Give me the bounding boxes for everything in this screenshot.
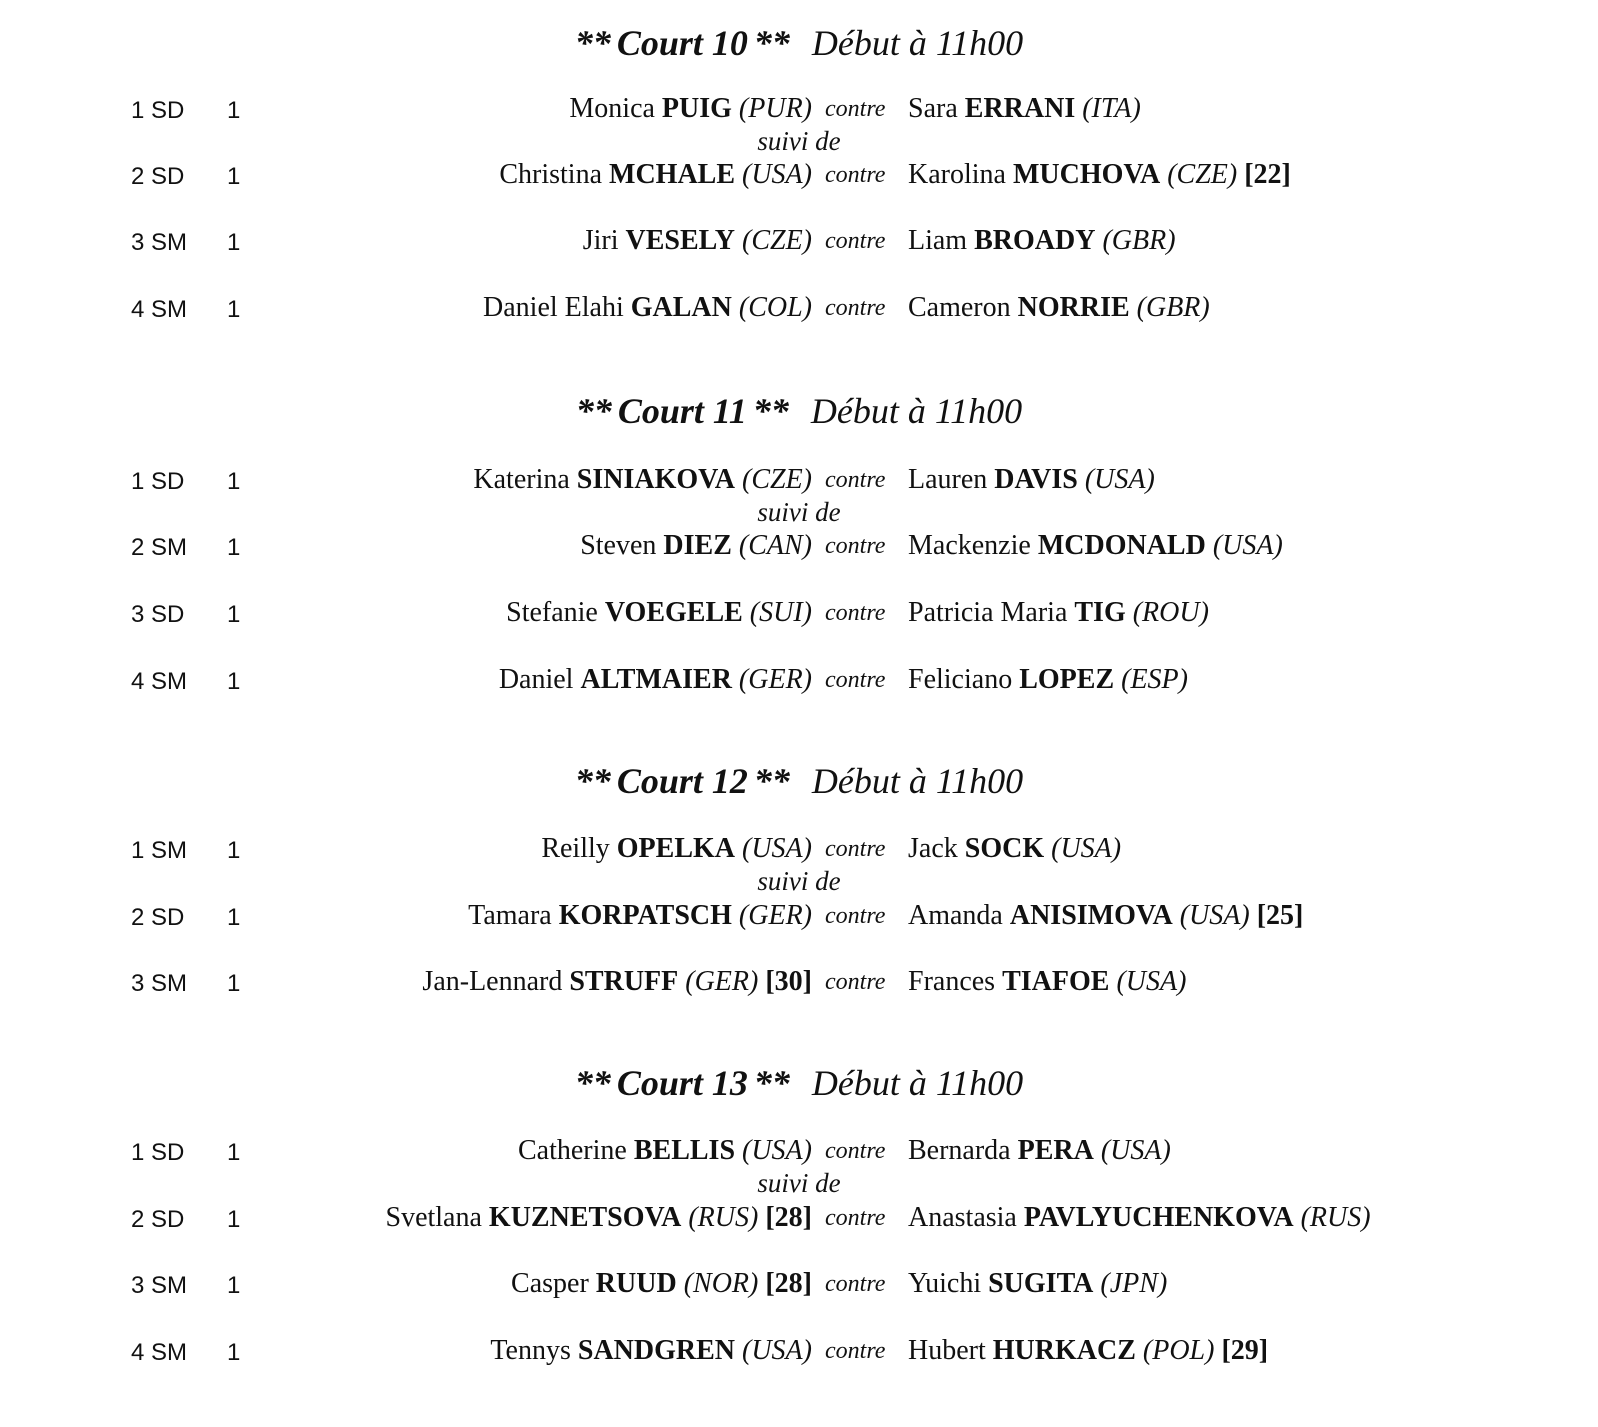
- player-country: (GBR): [1102, 225, 1176, 256]
- player-1: [580, 530, 812, 562]
- contre-label: contre: [825, 467, 886, 493]
- player-2: [908, 1268, 1167, 1300]
- court-13-match-3: [0, 1268, 1598, 1302]
- player-country: (USA): [1179, 900, 1250, 931]
- player-country: (USA): [1212, 530, 1283, 561]
- player-country: (GER): [738, 664, 812, 695]
- player-1: [490, 1335, 812, 1367]
- court-12-stars-left: **: [574, 761, 611, 801]
- player-2: [908, 1335, 1268, 1367]
- contre-label: contre: [825, 1271, 886, 1297]
- player-first-name: Daniel: [498, 664, 574, 695]
- player-country: (GER): [685, 966, 759, 997]
- player-first-name: Christina: [499, 159, 603, 190]
- player-last-name: VOEGELE: [604, 597, 743, 628]
- player-seed: [28]: [765, 1268, 812, 1299]
- contre-label: contre: [825, 600, 886, 626]
- player-country: (ROU): [1132, 597, 1209, 628]
- player-last-name: PAVLYUCHENKOVA: [1023, 1202, 1294, 1233]
- player-1: [483, 292, 812, 324]
- match-number: 1 SD: [131, 1139, 185, 1166]
- player-last-name: TIG: [1074, 597, 1126, 628]
- match-round: 1: [227, 1206, 241, 1233]
- player-last-name: STRUFF: [569, 966, 679, 997]
- match-round: 1: [227, 163, 241, 190]
- court-11-suivi-de: suivi de: [757, 497, 841, 527]
- match-number: 4 SM: [131, 1339, 188, 1366]
- match-number: 2 SD: [131, 163, 185, 190]
- player-seed: [28]: [765, 1202, 812, 1233]
- player-seed: [22]: [1244, 159, 1291, 190]
- player-first-name: Karolina: [908, 159, 1006, 190]
- match-round: 1: [227, 837, 241, 864]
- player-country: (USA): [1084, 464, 1155, 495]
- player-last-name: MCHALE: [609, 159, 736, 190]
- player-last-name: PUIG: [661, 93, 732, 124]
- player-first-name: Bernarda: [908, 1135, 1011, 1166]
- match-number: 2 SM: [131, 534, 188, 561]
- player-country: (CZE): [1167, 159, 1238, 190]
- court-13-title: [0, 1062, 1598, 1104]
- match-round: 1: [227, 668, 241, 695]
- player-1: [511, 1268, 812, 1300]
- court-13-name: Court 13: [616, 1063, 748, 1103]
- player-1: [499, 664, 812, 696]
- match-number: 3 SD: [131, 601, 185, 628]
- player-first-name: Catherine: [518, 1135, 627, 1166]
- match-number: 3 SM: [131, 229, 188, 256]
- court-10-suivi-de: suivi de: [757, 126, 841, 156]
- player-country: (GBR): [1136, 292, 1210, 323]
- player-last-name: SANDGREN: [577, 1335, 736, 1366]
- player-1: [468, 900, 812, 932]
- court-12-title: [0, 760, 1598, 802]
- court-11-stars-right: **: [752, 391, 789, 431]
- player-1: [386, 1202, 813, 1234]
- player-first-name: Svetlana: [385, 1202, 482, 1233]
- match-round: 1: [227, 904, 241, 931]
- player-last-name: OPELKA: [616, 833, 736, 864]
- player-country: (PUR): [738, 93, 812, 124]
- match-round: 1: [227, 97, 241, 124]
- match-round: 1: [227, 534, 241, 561]
- match-number: 1 SD: [131, 97, 185, 124]
- player-2: [908, 966, 1186, 998]
- court-12-name: Court 12: [616, 761, 748, 801]
- player-first-name: Hubert: [908, 1335, 986, 1366]
- player-last-name: SOCK: [964, 833, 1045, 864]
- contre-label: contre: [825, 903, 886, 929]
- player-last-name: KUZNETSOVA: [488, 1202, 682, 1233]
- player-last-name: PERA: [1017, 1135, 1094, 1166]
- player-country: (USA): [1051, 833, 1122, 864]
- match-number: 2 SD: [131, 904, 185, 931]
- player-last-name: RUUD: [595, 1268, 677, 1299]
- player-last-name: ALTMAIER: [580, 664, 732, 695]
- contre-label: contre: [825, 533, 886, 559]
- player-country: (ESP): [1121, 664, 1188, 695]
- court-11-title: [0, 390, 1598, 432]
- court-12-suivi-de: suivi de: [757, 866, 841, 896]
- player-last-name: ANISIMOVA: [1009, 900, 1173, 931]
- match-round: 1: [227, 1139, 241, 1166]
- court-11-name: Court 11: [617, 391, 747, 431]
- player-country: (USA): [742, 833, 812, 864]
- player-first-name: Jan-Lennard: [422, 966, 563, 997]
- match-number: 1 SM: [131, 837, 188, 864]
- player-first-name: Tamara: [468, 900, 552, 931]
- player-last-name: DAVIS: [994, 464, 1078, 495]
- player-first-name: Daniel Elahi: [483, 292, 624, 323]
- player-last-name: VESELY: [625, 225, 735, 256]
- match-number: 3 SM: [131, 970, 188, 997]
- court-10-stars-right: **: [753, 23, 790, 63]
- court-13-stars-left: **: [574, 1063, 611, 1103]
- player-last-name: KORPATSCH: [558, 900, 732, 931]
- player-seed: [29]: [1221, 1335, 1269, 1366]
- player-2: [908, 597, 1209, 629]
- player-2: [908, 93, 1141, 125]
- court-13-stars-right: **: [753, 1063, 790, 1103]
- player-seed: [30]: [765, 966, 812, 997]
- player-first-name: Yuichi: [908, 1268, 982, 1299]
- player-country: (USA): [1116, 966, 1187, 997]
- court-11-match-3: [0, 597, 1598, 631]
- player-2: [908, 292, 1210, 324]
- contre-label: contre: [825, 667, 886, 693]
- court-12-match-2: [0, 900, 1598, 934]
- court-10-match-2: [0, 159, 1598, 193]
- match-round: 1: [227, 1272, 241, 1299]
- player-last-name: BROADY: [974, 225, 1096, 256]
- player-2: [908, 833, 1121, 865]
- match-round: 1: [227, 468, 241, 495]
- contre-label: contre: [825, 836, 886, 862]
- player-first-name: Feliciano: [908, 664, 1013, 695]
- court-10-title: [0, 22, 1598, 64]
- player-first-name: Casper: [511, 1268, 589, 1299]
- player-2: [908, 225, 1176, 257]
- player-1: [518, 1135, 812, 1167]
- player-2: [908, 464, 1155, 496]
- player-1: [583, 225, 812, 257]
- player-last-name: TIAFOE: [1002, 966, 1110, 997]
- contre-label: contre: [825, 295, 886, 321]
- player-1: [541, 833, 812, 865]
- player-last-name: LOPEZ: [1019, 664, 1115, 695]
- player-first-name: Jack: [908, 833, 958, 864]
- player-country: (SUI): [749, 597, 812, 628]
- match-number: 1 SD: [131, 468, 185, 495]
- player-first-name: Amanda: [908, 900, 1003, 931]
- court-10-match-4: [0, 292, 1598, 326]
- court-13-match-2: [0, 1202, 1598, 1236]
- player-country: (COL): [738, 292, 812, 323]
- court-11-stars-left: **: [575, 391, 612, 431]
- court-12-match-3: [0, 966, 1598, 1000]
- match-number: 2 SD: [131, 1206, 185, 1233]
- player-country: (CZE): [742, 225, 812, 256]
- court-10-debut: Début à 11h00: [811, 23, 1024, 63]
- court-10-match-1: [0, 93, 1598, 127]
- contre-label: contre: [825, 1138, 886, 1164]
- player-last-name: DIEZ: [663, 530, 732, 561]
- player-first-name: Mackenzie: [908, 530, 1031, 561]
- player-last-name: SINIAKOVA: [576, 464, 735, 495]
- match-round: 1: [227, 970, 241, 997]
- court-11-match-1: [0, 464, 1598, 498]
- court-13-match-1: [0, 1135, 1598, 1169]
- court-13-match-4: [0, 1335, 1598, 1369]
- court-11-match-2: [0, 530, 1598, 564]
- court-12-match-1: [0, 833, 1598, 867]
- court-10-stars-left: **: [574, 23, 611, 63]
- player-country: (GER): [738, 900, 812, 931]
- player-country: (USA): [742, 1335, 812, 1366]
- player-country: (RUS): [688, 1202, 759, 1233]
- match-round: 1: [227, 1339, 241, 1366]
- player-country: (RUS): [1300, 1202, 1371, 1233]
- player-first-name: Frances: [908, 966, 996, 997]
- court-10-name: Court 10: [616, 23, 748, 63]
- player-2: [908, 664, 1188, 696]
- player-2: [908, 159, 1291, 191]
- court-11-match-4: [0, 664, 1598, 698]
- player-1: [506, 597, 812, 629]
- match-round: 1: [227, 229, 241, 256]
- court-12-debut: Début à 11h00: [811, 761, 1024, 801]
- player-last-name: GALAN: [630, 292, 732, 323]
- player-first-name: Sara: [908, 93, 958, 124]
- player-country: (USA): [742, 159, 812, 190]
- match-number: 4 SM: [131, 668, 188, 695]
- court-13-debut: Début à 11h00: [811, 1063, 1024, 1103]
- player-country: (POL): [1142, 1335, 1215, 1366]
- player-1: [569, 93, 812, 125]
- player-2: [908, 530, 1283, 562]
- player-first-name: Jiri: [582, 225, 619, 256]
- contre-label: contre: [825, 1338, 886, 1364]
- player-country: (CZE): [742, 464, 812, 495]
- player-first-name: Reilly: [541, 833, 610, 864]
- contre-label: contre: [825, 162, 886, 188]
- contre-label: contre: [825, 969, 886, 995]
- player-first-name: Monica: [569, 93, 655, 124]
- player-seed: [25]: [1256, 900, 1304, 931]
- player-first-name: Liam: [908, 225, 968, 256]
- player-last-name: SUGITA: [988, 1268, 1094, 1299]
- contre-label: contre: [825, 228, 886, 254]
- player-country: (ITA): [1082, 93, 1141, 124]
- player-last-name: ERRANI: [964, 93, 1076, 124]
- player-last-name: MUCHOVA: [1012, 159, 1161, 190]
- player-2: [908, 1135, 1171, 1167]
- player-2: [908, 900, 1303, 932]
- match-round: 1: [227, 296, 241, 323]
- player-1: [422, 966, 812, 998]
- player-first-name: Cameron: [908, 292, 1011, 323]
- player-country: (USA): [1100, 1135, 1171, 1166]
- player-1: [499, 159, 812, 191]
- player-first-name: Steven: [580, 530, 657, 561]
- court-10-match-3: [0, 225, 1598, 259]
- player-2: [908, 1202, 1371, 1234]
- player-last-name: MCDONALD: [1037, 530, 1206, 561]
- player-country: (CAN): [738, 530, 812, 561]
- player-country: (JPN): [1100, 1268, 1168, 1299]
- player-first-name: Anastasia: [908, 1202, 1017, 1233]
- player-country: (USA): [742, 1135, 812, 1166]
- court-11-debut: Début à 11h00: [810, 391, 1023, 431]
- player-last-name: HURKACZ: [992, 1335, 1136, 1366]
- player-last-name: BELLIS: [633, 1135, 736, 1166]
- player-country: (NOR): [683, 1268, 759, 1299]
- player-first-name: Lauren: [908, 464, 988, 495]
- match-number: 4 SM: [131, 296, 188, 323]
- contre-label: contre: [825, 96, 886, 122]
- player-first-name: Patricia Maria: [908, 597, 1068, 628]
- player-1: [473, 464, 812, 496]
- court-13-suivi-de: suivi de: [757, 1168, 841, 1198]
- player-first-name: Katerina: [473, 464, 570, 495]
- match-number: 3 SM: [131, 1272, 188, 1299]
- player-first-name: Stefanie: [506, 597, 598, 628]
- court-12-stars-right: **: [753, 761, 790, 801]
- contre-label: contre: [825, 1205, 886, 1231]
- player-first-name: Tennys: [490, 1335, 571, 1366]
- player-last-name: NORRIE: [1017, 292, 1130, 323]
- match-round: 1: [227, 601, 241, 628]
